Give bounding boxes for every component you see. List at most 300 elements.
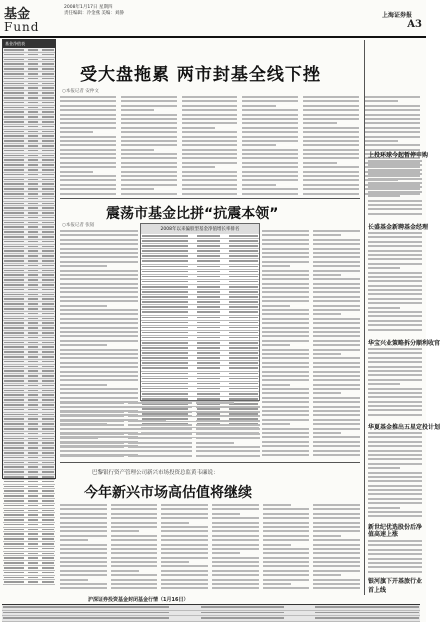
cell-text [4,510,24,512]
text-line [111,561,158,563]
text-line [242,140,298,142]
cell-text [4,557,24,559]
text-line [263,539,310,541]
cell-text [4,212,24,214]
article-3-body [60,504,360,592]
text-line [212,522,259,524]
cell-text [42,332,55,334]
text-line [368,374,422,376]
page-number: A3 [407,19,422,30]
cell-text [4,236,24,238]
cell-text [4,83,24,85]
text-line [60,357,138,359]
issue-meta [64,5,124,17]
text-line [313,375,360,377]
cell-text [42,490,55,492]
cell-text [142,286,188,288]
text-line [111,583,158,585]
cell-text [4,250,24,252]
cell-text [42,164,55,166]
cell-text [28,462,38,464]
text-line [262,410,309,412]
cell-text [4,500,24,502]
text-line [60,171,93,173]
cell-text [4,131,24,133]
cell-text [28,313,38,315]
text-line [60,114,116,116]
text-line [313,508,360,510]
text-line [368,276,422,278]
text-line [161,552,208,554]
text-line [368,285,422,287]
cell-text [4,533,24,535]
text-line [368,485,422,487]
text-line [313,522,360,524]
text-line [212,565,259,567]
text-line [60,579,88,581]
text-line [313,287,360,289]
text-line [313,322,360,324]
text-line [368,348,422,350]
cell-text [4,476,24,478]
text-line [368,467,400,469]
text-line [262,406,309,408]
text-line [368,236,422,238]
cell-text [42,385,55,387]
right-headline-2: 长盛基金新聘基金经理 [368,224,429,231]
text-line [262,278,309,280]
text-line [262,432,309,434]
cell-text [201,617,284,619]
text-line [303,140,359,142]
text-line [111,530,139,532]
text-line [242,105,275,107]
text-line [111,548,158,550]
text-line [121,131,177,133]
cell-text [42,318,55,320]
text-line [196,402,234,404]
text-line [60,517,107,519]
text-line [212,579,259,581]
cell-text [229,378,258,380]
text-line [128,402,192,404]
cell-text [28,581,38,583]
cell-text [142,378,188,380]
cell-text [42,514,55,516]
text-line [60,291,138,293]
cell-text [28,63,38,65]
text-line [60,149,116,151]
cell-text [4,486,24,488]
cell-text [28,203,38,205]
cell-text [28,92,38,94]
cell-text [142,245,188,247]
text-line [60,243,138,245]
cell-text [142,255,188,257]
text-line [368,245,422,247]
cell-text [28,457,38,459]
text-line [182,109,238,111]
cell-text [197,357,220,359]
text-line [182,184,238,186]
text-line [242,114,298,116]
cell-text [4,529,24,531]
cell-text [4,490,24,492]
text-line [196,406,260,408]
cell-text [42,284,55,286]
cell-text [197,388,220,390]
cell-text [28,87,38,89]
text-line [60,300,138,302]
text-line [111,565,158,567]
cell-text [4,385,24,387]
text-line [313,583,360,585]
cell-text [28,150,38,152]
cell-text [42,265,55,267]
cell-text [28,54,38,56]
text-line [60,261,138,263]
cell-text [142,342,188,344]
text-line [364,122,420,124]
text-line [60,144,116,146]
text-line [242,144,275,146]
cell-text [197,352,220,354]
cell-text [229,281,258,283]
cell-text [197,291,220,293]
cell-text [42,409,55,411]
text-line [313,414,360,416]
page-header [0,0,426,38]
text-line [368,409,422,411]
cell-text [142,352,188,354]
text-line [313,436,360,438]
cell-text [229,306,258,308]
bottom-table-title: 沪深证券投资基金封闭基金行情（1月16日） [88,597,189,603]
cell-text [4,155,24,157]
cell-text [4,394,24,396]
text-line [196,442,234,444]
cell-text [229,398,258,400]
section-name-cn: 基金 [4,7,31,22]
text-line [196,424,260,426]
cell-text [142,388,188,390]
cell-text [28,246,38,248]
cell-text [42,452,55,454]
right-article-3 [368,348,422,416]
text-line [60,455,124,457]
cell-text [4,116,24,118]
text-line [111,587,158,589]
cell-text [229,362,258,364]
text-line [303,118,359,120]
text-line [161,570,208,572]
cell-text [28,59,38,61]
cell-text [4,351,24,353]
text-line [364,140,397,142]
text-line [60,508,107,510]
cell-text [4,399,24,401]
cell-text [42,198,55,200]
text-line [60,136,116,138]
cell-text [4,92,24,94]
cell-text [4,581,24,583]
text-line [262,318,309,320]
byline-1: ○本报记者 安仲文 [62,89,99,94]
cell-text [4,188,24,190]
text-line [60,274,138,276]
cell-text [28,500,38,502]
text-line [161,579,208,581]
text-line [313,392,341,394]
cell-text [4,183,24,185]
text-line [313,557,360,559]
cell-text [42,159,55,161]
text-line [263,561,310,563]
text-line [262,340,309,342]
text-line [262,445,309,447]
text-line [313,349,360,351]
cell-text [4,514,24,516]
text-line [60,175,116,177]
cell-text [42,260,55,262]
text-line [313,450,360,452]
text-line [60,193,116,195]
text-line [242,153,298,155]
cell-text [28,68,38,70]
cell-text [28,111,38,113]
cell-text [28,279,38,281]
cell-text [197,398,220,400]
text-line [313,406,360,408]
text-line [263,583,291,585]
cell-text [42,557,55,559]
cell-text [4,241,24,243]
text-line [60,557,107,559]
cell-text [201,606,284,608]
cell-text [4,274,24,276]
section-logo [4,3,40,34]
cell-text [42,414,55,416]
text-line [60,362,138,364]
text-line [364,136,420,138]
text-line [262,287,309,289]
text-line [262,436,309,438]
text-line [128,433,192,435]
text-line [60,353,138,355]
text-line [262,291,309,293]
text-line [182,188,238,190]
cell-text [4,380,24,382]
cell-text [229,327,258,329]
cell-text [229,311,258,313]
issue-date: 2008年1月17日 星期四 [64,5,113,10]
text-line [60,188,116,190]
cell-text [28,183,38,185]
cell-text [229,393,258,395]
cell-text [28,212,38,214]
text-line [313,539,360,541]
text-line [262,309,309,311]
text-line [313,432,341,434]
text-line [212,587,259,589]
cell-text [28,380,38,382]
cell-text [28,140,38,142]
text-line [60,437,98,439]
text-line [60,561,107,563]
text-line [313,579,360,581]
cell-text [42,471,55,473]
cell-text [42,495,55,497]
text-line [368,250,422,252]
cell-text [4,203,24,205]
text-line [368,169,422,171]
text-line [182,122,238,124]
text-line [368,293,422,295]
text-line [368,571,422,573]
right-headline-5: 新世纪优选股份后净值高速上涨 [368,524,423,538]
cell-text [42,404,55,406]
text-line [303,144,359,146]
text-line [262,428,309,430]
text-line [242,131,298,133]
text-line [303,105,359,107]
cell-text [4,255,24,257]
cell-text [142,250,188,252]
text-line [60,397,138,399]
cell-text [42,102,55,104]
cell-text [42,342,55,344]
text-line [262,331,309,333]
text-line [60,574,107,576]
text-line [60,230,138,232]
text-line [60,166,116,168]
text-line [60,544,107,546]
cell-text [229,317,258,319]
cell-text [42,447,55,449]
text-line [182,118,238,120]
cell-text [197,378,220,380]
cell-text [197,286,220,288]
text-line [212,557,259,559]
cell-text [229,266,258,268]
cell-text [4,342,24,344]
cell-text [28,577,38,579]
text-line [263,570,310,572]
cell-text [28,438,38,440]
text-line [262,256,309,258]
text-line [368,476,422,478]
text-line [368,357,422,359]
text-line [242,127,298,129]
text-line [121,140,177,142]
cell-text [4,428,24,430]
cell-text [42,337,55,339]
text-line [368,208,422,210]
text-line [364,109,420,111]
cell-text [28,390,38,392]
right-article-5 [368,540,422,572]
text-line [182,149,238,151]
cell-text [229,352,258,354]
cell-text [229,255,258,257]
cell-text [42,533,55,535]
cell-text [197,271,220,273]
text-line [212,539,259,541]
cell-text [4,279,24,281]
text-line [60,305,107,307]
cell-text [142,306,188,308]
fund-ranking-table [140,223,260,401]
text-line [313,565,360,567]
text-line [60,539,88,541]
text-line [368,436,422,438]
cell-text [42,529,55,531]
cell-text [42,131,55,133]
text-line [263,517,310,519]
cell-text [42,375,55,377]
text-line [368,450,422,452]
cell-text [4,390,24,392]
text-line [182,127,215,129]
text-line [161,513,208,515]
text-line [368,302,422,304]
text-line [262,414,309,416]
text-line [121,162,177,164]
text-line [128,415,192,417]
text-line [313,357,360,359]
text-line [263,579,310,581]
cell-text [4,294,24,296]
cell-text [197,250,220,252]
text-line [60,570,107,572]
cell-text [28,135,38,137]
text-line [196,450,260,452]
cell-text [4,231,24,233]
cell-text [4,423,24,425]
text-line [313,445,360,447]
text-line [60,379,138,381]
text-line [196,455,260,457]
cell-text [42,73,55,75]
text-line [60,411,124,413]
text-line [111,579,158,581]
text-line [262,397,309,399]
text-line [368,441,422,443]
text-line [182,96,238,98]
text-line [313,397,360,399]
cell-text [142,276,188,278]
text-line [212,570,259,572]
text-line [368,511,422,513]
text-line [60,335,138,337]
cell-text [42,135,55,137]
cell-text [4,289,24,291]
cell-text [4,346,24,348]
text-line [313,270,360,272]
byline-2: ○本报记者 张韬 [62,223,95,228]
text-line [313,344,360,346]
text-line [242,96,298,98]
text-line [263,530,310,532]
text-line [368,164,422,166]
cell-text [197,317,220,319]
fund-table-caption: 基金净值表 [3,40,55,48]
cell-text [4,150,24,152]
cell-text [42,356,55,358]
cell-text [28,102,38,104]
cell-text [28,375,38,377]
text-line [182,136,238,138]
